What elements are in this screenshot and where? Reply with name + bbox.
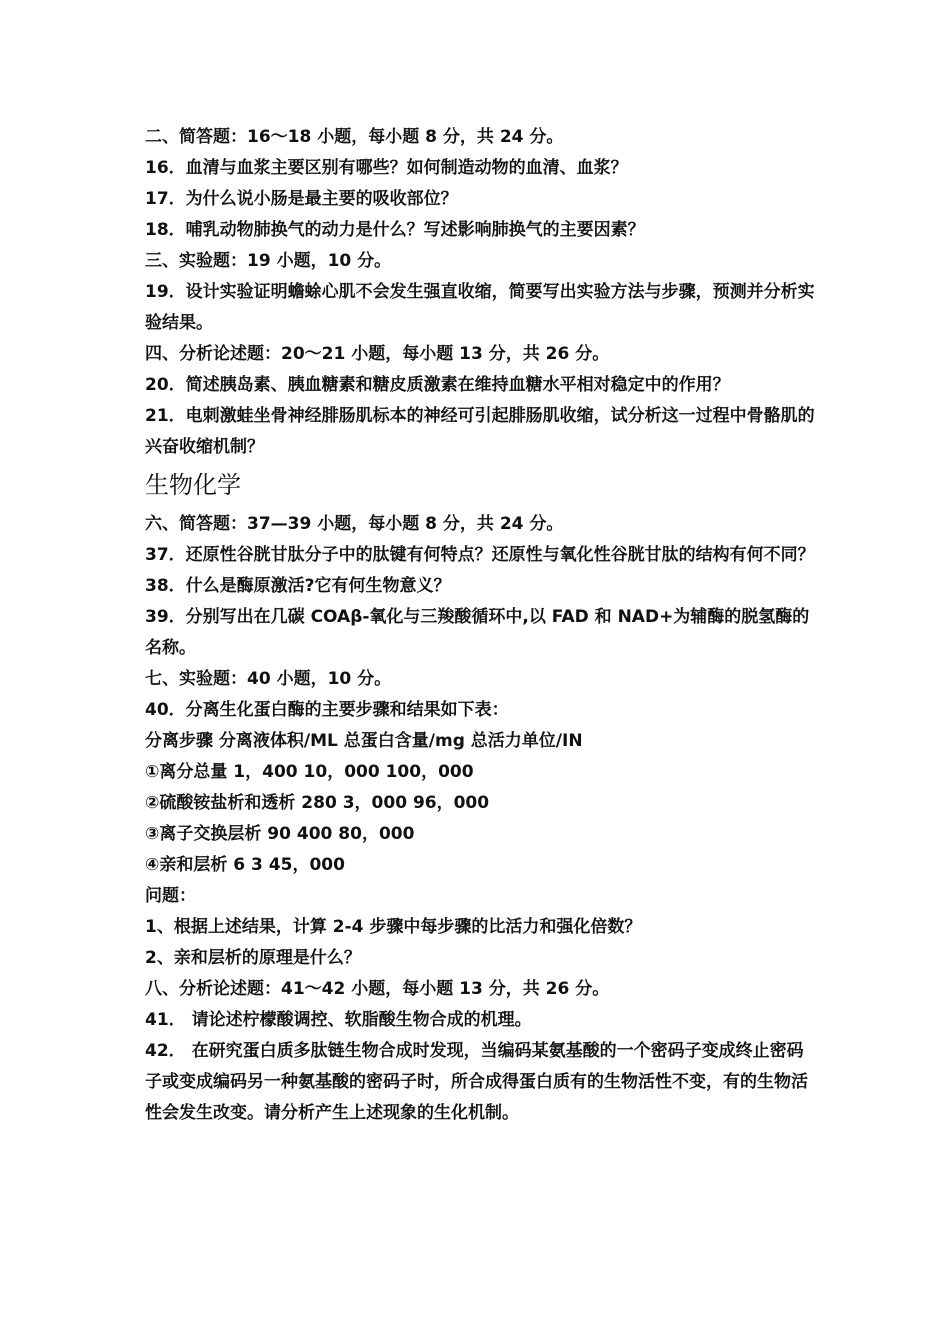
section-heading-biochem-experiment: 七、实验题：40 小题，10 分。 xyxy=(145,669,392,689)
question-18: 18．哺乳动物肺换气的动力是什么？写述影响肺换气的主要因素？ xyxy=(145,220,645,240)
table-header-row: 分离步骤 分离液体积/ML 总蛋白含量/mg 总活力单位/IN xyxy=(145,731,583,751)
question-41: 41． 请论述柠檬酸调控、软脂酸生物合成的机理。 xyxy=(145,1010,532,1030)
question-16: 16．血清与血浆主要区别有哪些？如何制造动物的血清、血浆？ xyxy=(145,158,628,178)
sub-question-2: 2、亲和层析的原理是什么？ xyxy=(145,948,361,968)
question-17: 17．为什么说小肠是最主要的吸收部位？ xyxy=(145,189,458,209)
question-20: 20．简述胰岛素、胰血糖素和糖皮质激素在维持血糖水平相对稳定中的作用？ xyxy=(145,375,730,395)
table-row-1: ①离分总量 1，400 10，000 100，000 xyxy=(145,762,474,782)
question-19: 19．设计实验证明蟾蜍心肌不会发生强直收缩，简要写出实验方法与步骤，预测并分析实验结果。 xyxy=(145,282,815,333)
question-38: 38．什么是酶原激活?它有何生物意义？ xyxy=(145,576,451,596)
question-37: 37．还原性谷胱甘肽分子中的肽键有何特点？还原性与氧化性谷胱甘肽的结构有何不同？ xyxy=(145,545,815,565)
sub-question-1: 1、根据上述结果，计算 2-4 步骤中每步骤的比活力和强化倍数？ xyxy=(145,917,642,937)
document-page xyxy=(145,122,815,1129)
table-row-3: ③离子交换层析 90 400 80，000 xyxy=(145,824,415,844)
questions-label: 问题： xyxy=(145,886,196,906)
section-heading-short-answer: 二、简答题：16～18 小题，每小题 8 分，共 24 分。 xyxy=(145,127,564,147)
table-row-4: ④亲和层析 6 3 45，000 xyxy=(145,855,345,875)
question-40: 40．分离生化蛋白酶的主要步骤和结果如下表： xyxy=(145,700,509,720)
section-heading-biochem-analysis: 八、分析论述题：41～42 小题，每小题 13 分，共 26 分。 xyxy=(145,979,610,999)
section-heading-analysis: 四、分析论述题：20～21 小题，每小题 13 分，共 26 分。 xyxy=(145,344,610,364)
question-42: 42． 在研究蛋白质多肽链生物合成时发现，当编码某氨基酸的一个密码子变成终止密码子或变成编码另一种氨基酸的密码子时，所合成得蛋白质有的生物活性不变，有的生物活性会发生改变。请分析产生上述现象的生化机制。 xyxy=(145,1041,808,1123)
question-39: 39．分别写出在几碳 COAβ-氧化与三羧酸循环中,以 FAD 和 NAD+为辅酶的脱氢酶的名称。 xyxy=(145,607,810,658)
table-row-2: ②硫酸铵盐析和透析 280 3，000 96，000 xyxy=(145,793,490,813)
question-21: 21．电刺激蛙坐骨神经腓肠肌标本的神经可引起腓肠肌收缩，试分析这一过程中骨骼肌的兴奋收缩机制？ xyxy=(145,406,815,457)
biochem-section-title: 生物化学 xyxy=(145,471,241,499)
section-heading-experiment: 三、实验题：19 小题，10 分。 xyxy=(145,251,392,271)
section-heading-biochem-short-answer: 六、简答题：37—39 小题，每小题 8 分，共 24 分。 xyxy=(145,514,564,534)
